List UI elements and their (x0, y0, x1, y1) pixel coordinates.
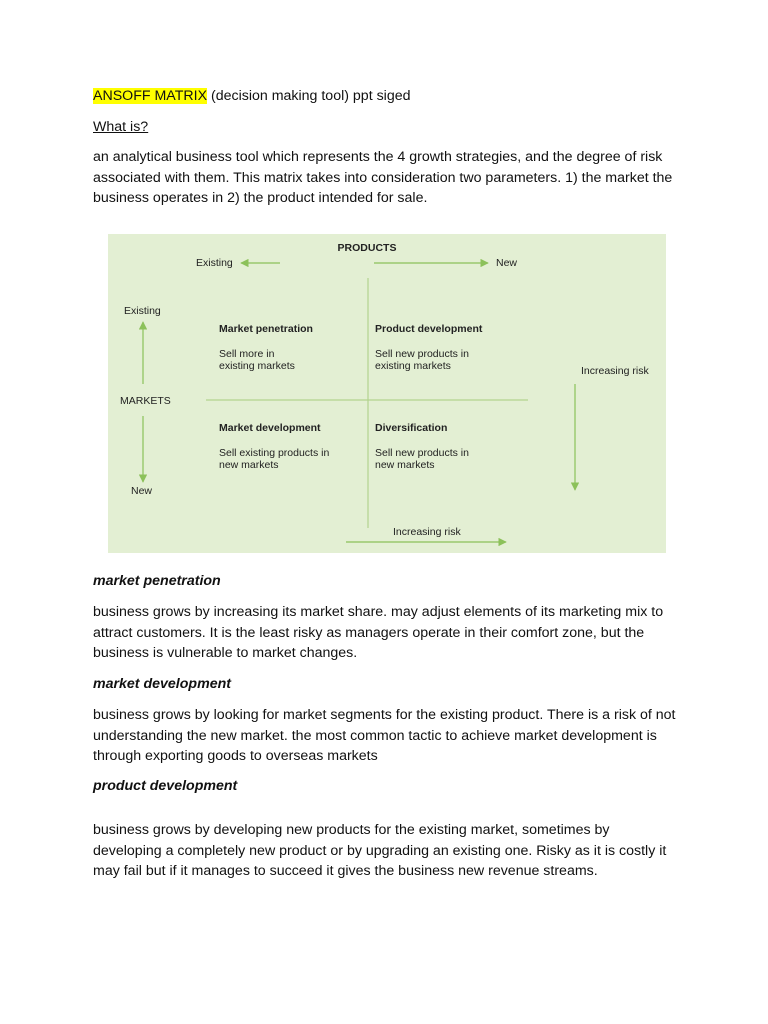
increasing-risk-right-label: Increasing risk (581, 365, 649, 377)
products-new-label: New (496, 257, 518, 269)
section-heading-market-development: market development (93, 676, 231, 692)
section-body-product-development: business grows by developing new products for the existing market, sometimes by developing a completely new product or by upgrading an existing one. Risky as it is costly it may fail but if it manages to succeed it gives the business new revenue streams. (93, 822, 667, 879)
quadrant-line: Sell new products in (375, 447, 469, 459)
intro-paragraph: an analytical business tool which represents the 4 growth strategies, and the degree of risk associated with them. This matrix takes into consideration two parameters. 1) the market the business operates in 2) the product intended for sale. (93, 149, 673, 206)
section-heading-product-development: product development (93, 778, 238, 794)
ansoff-matrix-figure (108, 234, 666, 553)
markets-existing-label: Existing (124, 305, 161, 317)
increasing-risk-bottom-label: Increasing risk (393, 526, 461, 538)
quadrant-title: Product development (375, 323, 483, 335)
products-label: PRODUCTS (337, 242, 397, 254)
what-is-heading: What is? (93, 119, 149, 135)
products-existing-label: Existing (196, 257, 233, 269)
title-highlight: ANSOFF MATRIX (93, 88, 208, 104)
document-title (93, 86, 678, 107)
section-body-market-penetration: business grows by increasing its market share. may adjust elements of its marketing mix to attract customers. It is the least risky as managers operate in their comfort zone, but the business is vulnerable to market changes. (93, 604, 664, 661)
markets-label: MARKETS (120, 395, 171, 407)
quadrant-line: Sell existing products in (219, 447, 330, 459)
section-heading-market-penetration: market penetration (93, 573, 221, 589)
quadrant-line: existing markets (219, 360, 295, 372)
quadrant-line: new markets (375, 459, 435, 471)
quadrant-title: Market penetration (219, 323, 313, 335)
ansoff-matrix-svg (108, 234, 666, 553)
section-body-market-development: business grows by looking for market segments for the existing product. There is a risk of not understanding the new market. the most common tactic to achieve market development is through exporting goods to overseas markets (93, 707, 676, 764)
quadrant-line: existing markets (375, 360, 451, 372)
title-rest: (decision making tool) ppt siged (207, 88, 411, 104)
quadrant-title: Diversification (375, 422, 448, 434)
quadrant-line: new markets (219, 459, 279, 471)
quadrant-line: Sell new products in (375, 348, 469, 360)
markets-new-label: New (131, 485, 153, 497)
quadrant-line: Sell more in (219, 348, 275, 360)
quadrant-title: Market development (219, 422, 321, 434)
